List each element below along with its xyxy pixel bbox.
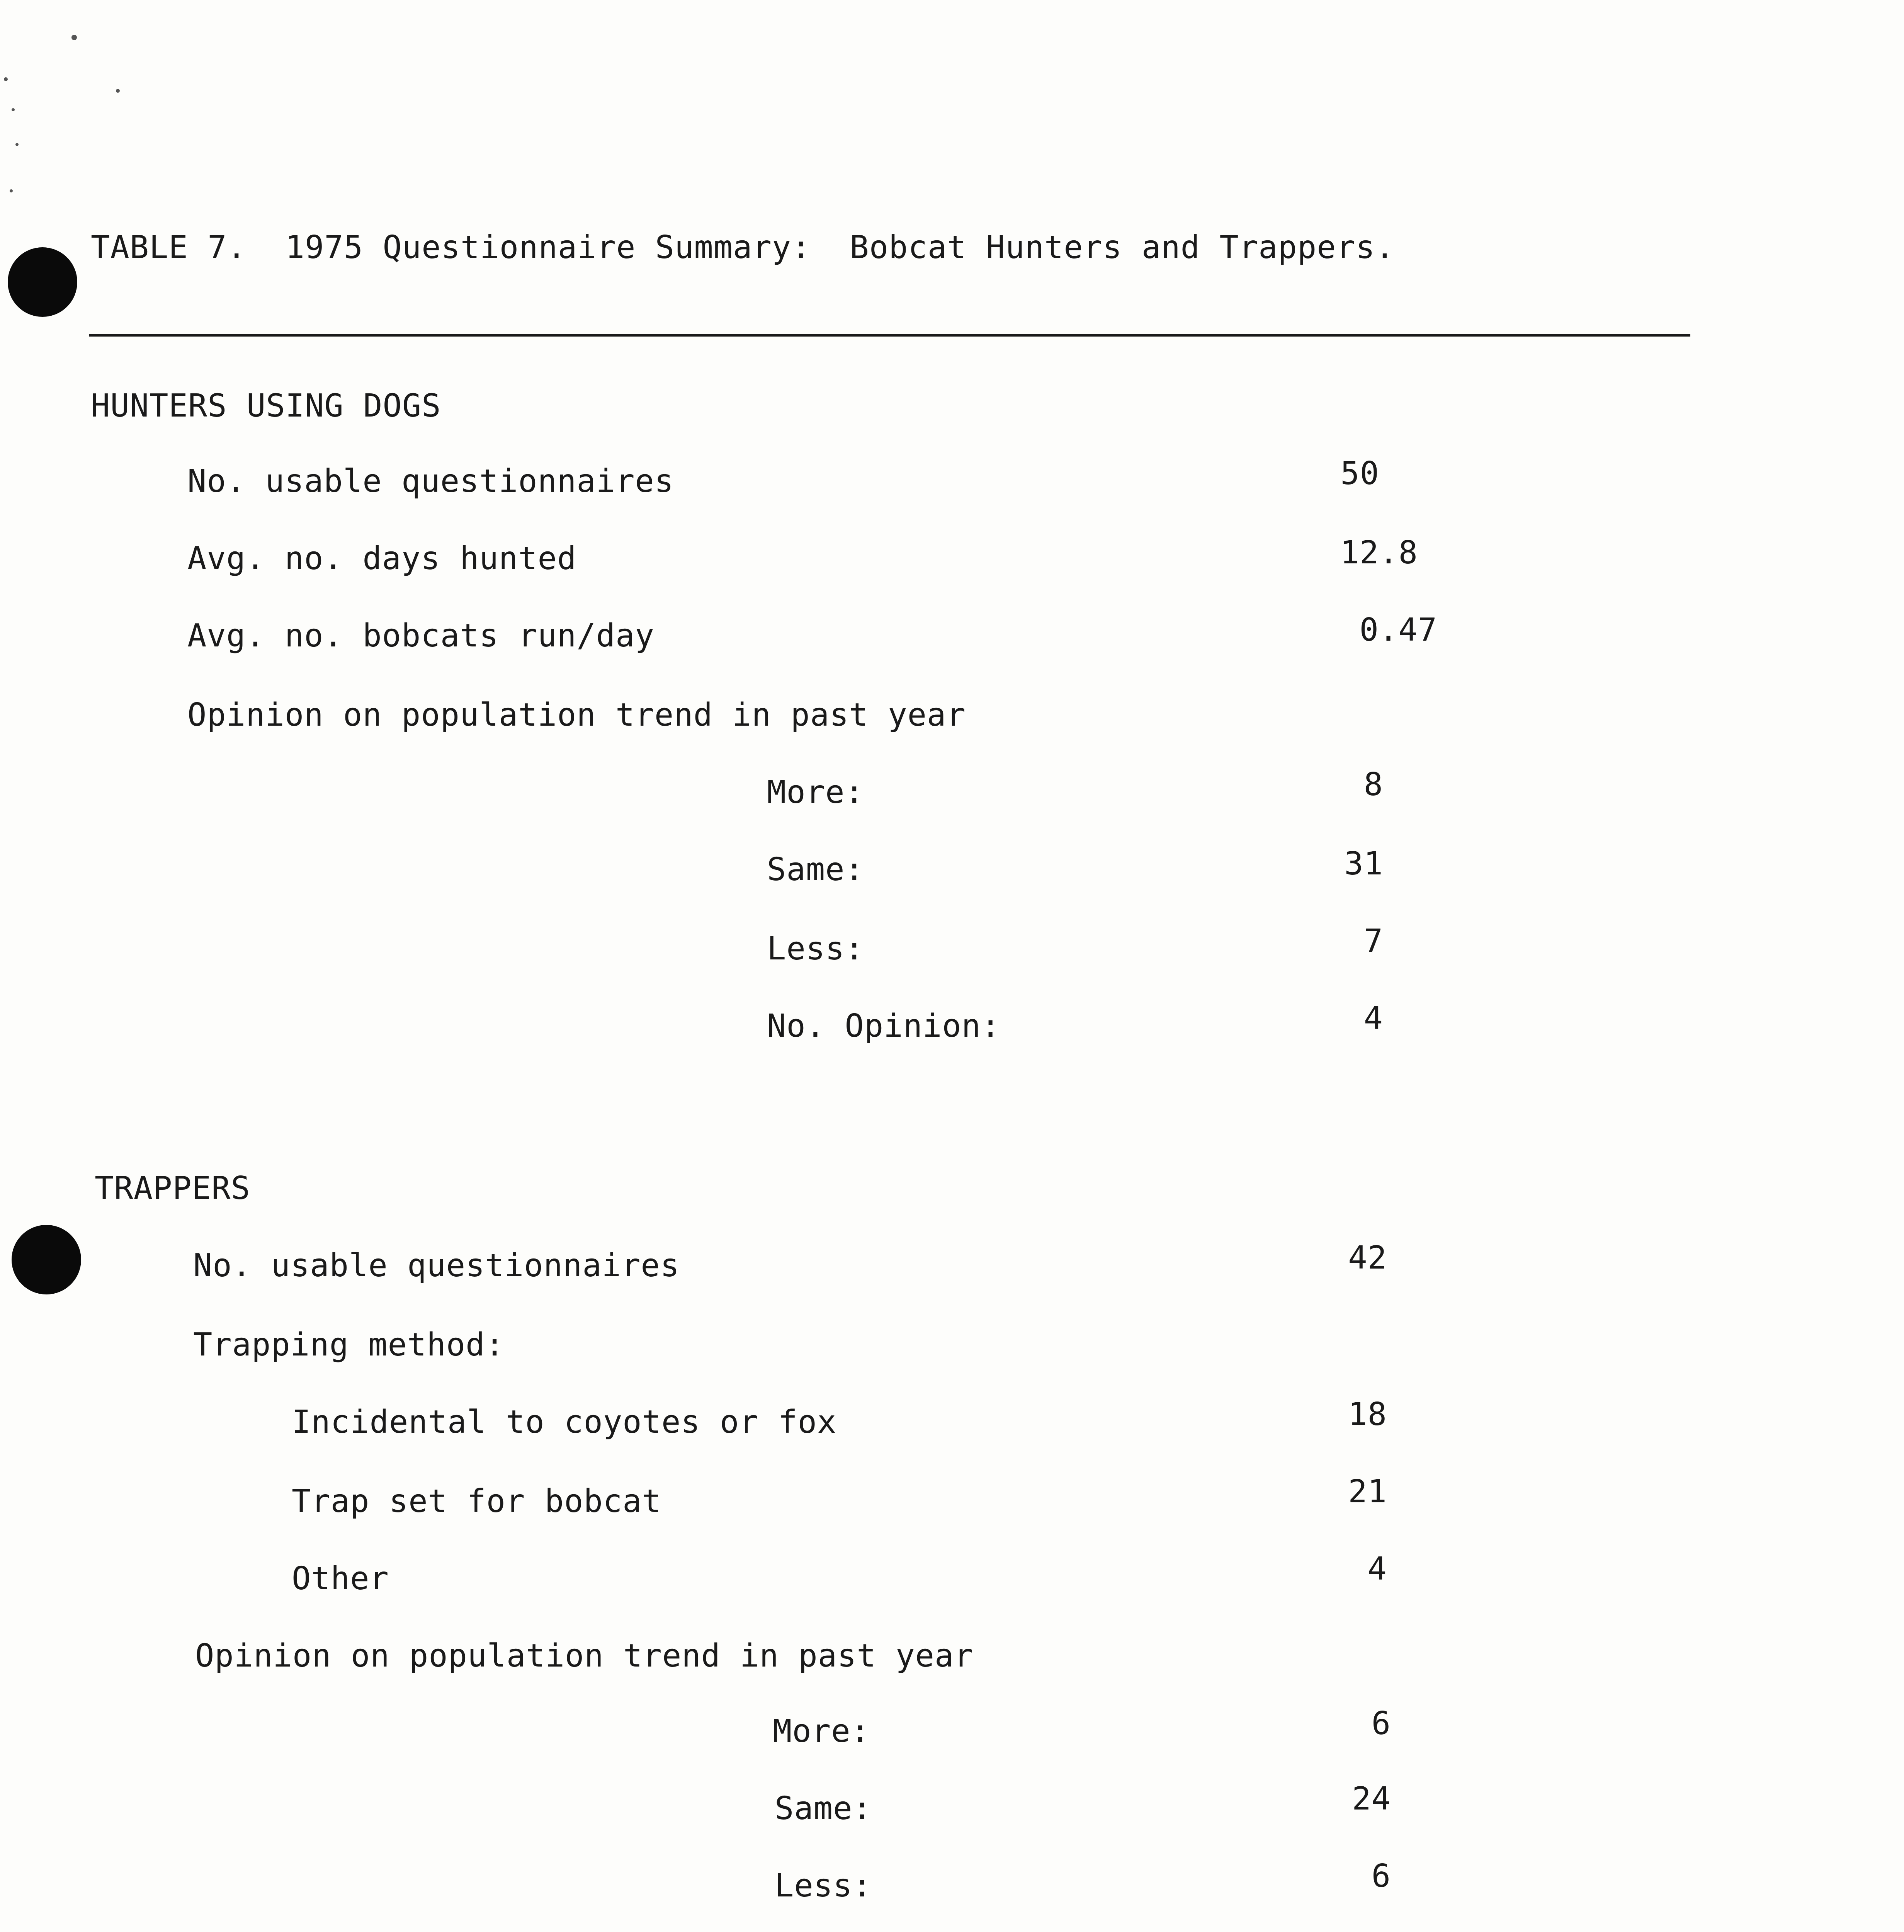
method-incidental-label: Incidental to coyotes or fox: [292, 1404, 837, 1440]
trappers-opinion-less-value: 6: [1371, 1858, 1391, 1895]
trappers-opinion-more-label: More:: [773, 1713, 870, 1750]
trappers-heading: TRAPPERS: [95, 1170, 250, 1207]
method-other-value: 4: [1367, 1551, 1387, 1587]
hunters-opinion-less-value: 7: [1363, 923, 1383, 959]
hunters-heading: HUNTERS USING DOGS: [91, 388, 441, 424]
scan-speck: [4, 77, 8, 81]
top-rule: [89, 334, 1690, 337]
trappers-opinion-more-value: 6: [1371, 1705, 1391, 1742]
trappers-opinion-same-label: Same:: [775, 1790, 872, 1827]
table-title: TABLE 7. 1975 Questionnaire Summary: Bobcat Hunters and Trappers.: [91, 229, 1395, 266]
method-bobcat-label: Trap set for bobcat: [292, 1483, 661, 1520]
hunters-opinion-label: Opinion on population trend in past year: [187, 697, 966, 733]
method-incidental-value: 18: [1348, 1396, 1387, 1433]
hunters-bobcats-value: 0.47: [1359, 612, 1437, 648]
hunters-opinion-less-label: Less:: [767, 930, 864, 967]
hunters-opinion-same-label: Same:: [767, 851, 864, 888]
scan-speck: [10, 189, 13, 192]
hunters-opinion-more-label: More:: [767, 774, 864, 811]
trappers-usable-label: No. usable questionnaires: [193, 1247, 680, 1284]
punch-hole-middle: [12, 1225, 81, 1294]
hunters-days-label: Avg. no. days hunted: [187, 540, 577, 577]
hunters-usable-value: 50: [1340, 455, 1379, 492]
hunters-opinion-same-value: 31: [1344, 845, 1383, 882]
hunters-opinion-none-label: No. Opinion:: [767, 1008, 1001, 1044]
method-other-label: Other: [292, 1560, 389, 1597]
scan-speck: [12, 108, 15, 111]
trapping-method-label: Trapping method:: [193, 1327, 505, 1363]
scan-speck: [15, 143, 19, 146]
hunters-opinion-more-value: 8: [1363, 766, 1383, 803]
trappers-opinion-label: Opinion on population trend in past year: [195, 1638, 974, 1674]
trappers-opinion-same-value: 24: [1352, 1781, 1391, 1817]
scan-speck: [116, 89, 120, 93]
hunters-opinion-none-value: 4: [1363, 1000, 1383, 1037]
method-bobcat-value: 21: [1348, 1473, 1387, 1510]
trappers-opinion-less-label: Less:: [775, 1867, 872, 1904]
scan-speck: [71, 35, 77, 40]
hunters-usable-label: No. usable questionnaires: [187, 463, 674, 500]
punch-hole-top: [8, 247, 77, 317]
hunters-days-value: 12.8: [1340, 534, 1418, 571]
trappers-usable-value: 42: [1348, 1240, 1387, 1276]
hunters-bobcats-label: Avg. no. bobcats run/day: [187, 617, 654, 654]
